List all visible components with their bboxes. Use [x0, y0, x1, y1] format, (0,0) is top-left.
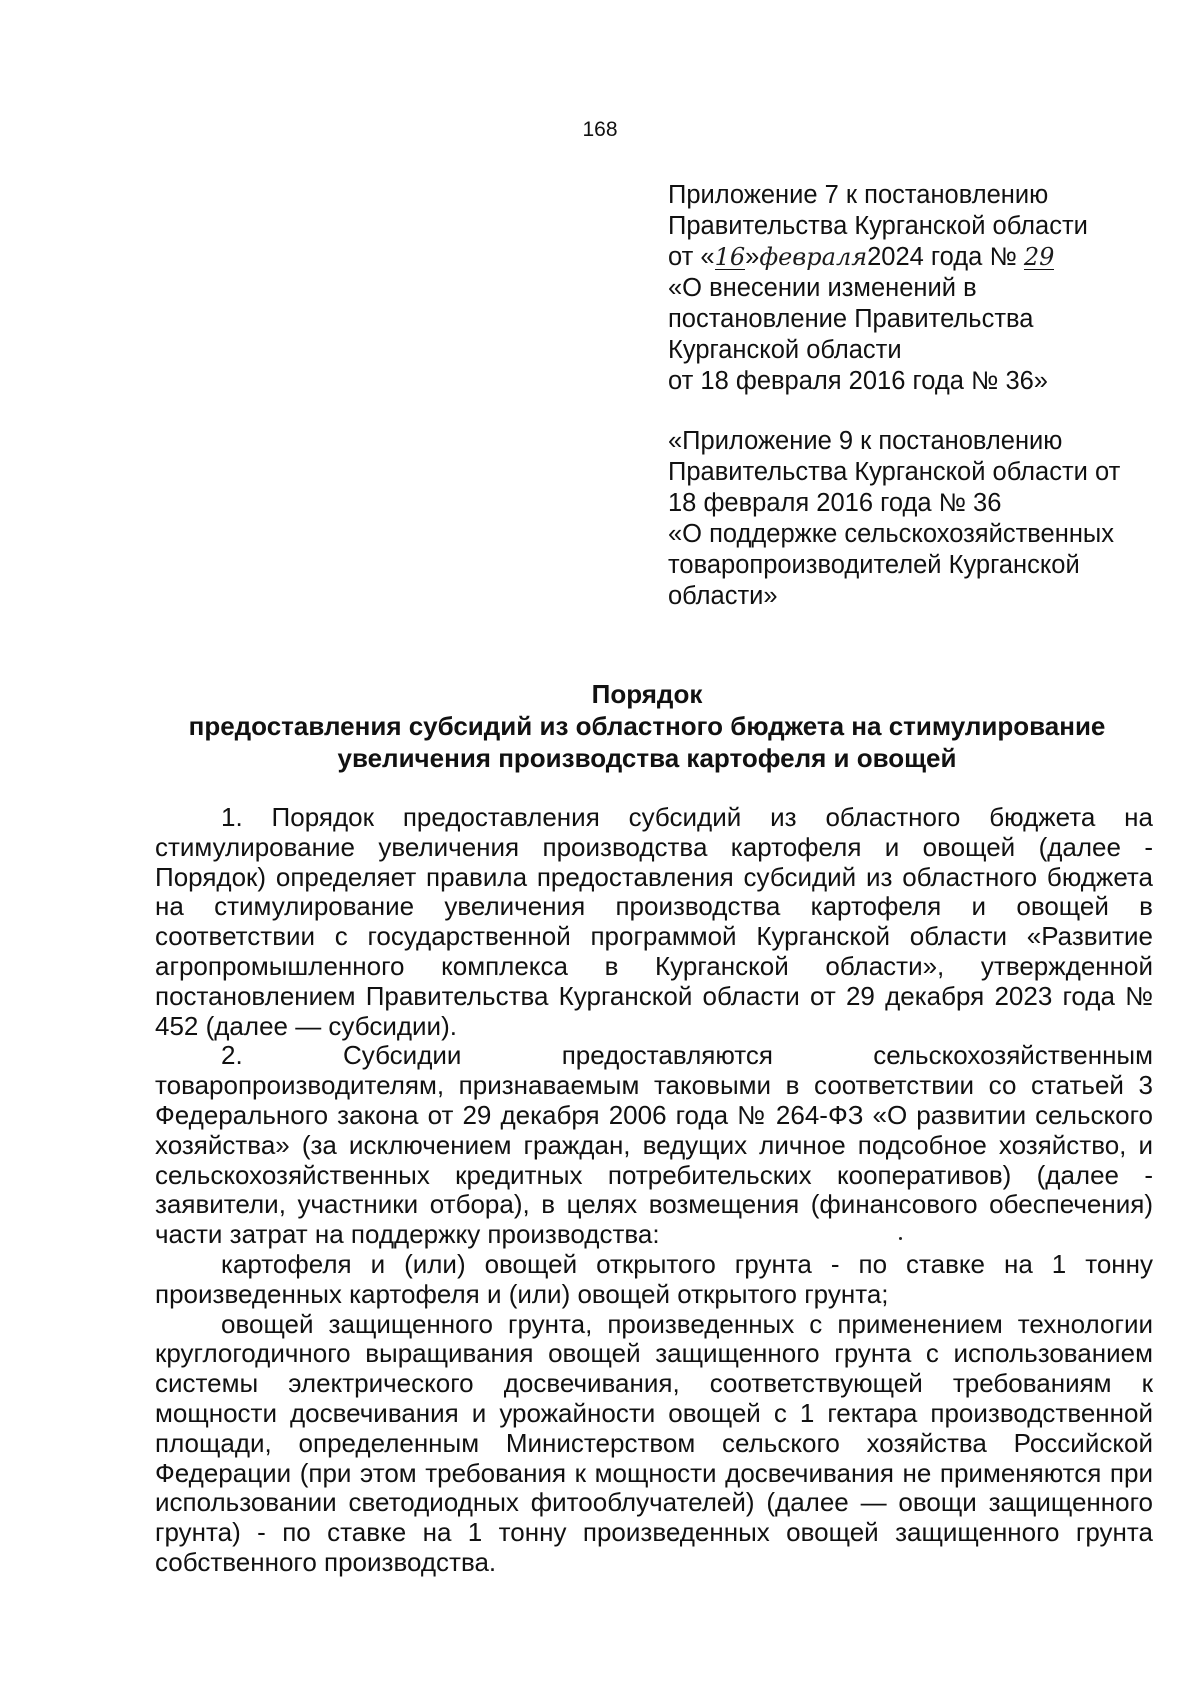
paragraph-3: картофеля и (или) овощей открытого грунта - по ставке на 1 тонну произведенных картофеля и (или) овощей открытого грунта;	[155, 1248, 1153, 1309]
annex-header-mid-2: 2024 года №	[867, 243, 1024, 271]
annex-header-mid-1: »	[745, 243, 760, 271]
handwritten-day: 16	[714, 243, 746, 271]
stray-dot	[899, 1237, 902, 1240]
annex-header-suffix: «О внесении изменений в постановление Правительства Курганской области от 18 февраля 2016 года № 36»	[668, 274, 1048, 395]
paragraph-1: 1. Порядок предоставления субсидий из областного бюджета на стимулирование увеличения производства картофеля и овощей (далее - Порядок) определяет правила предоставления субсидий из областного бюджета на стимулирование увеличения производства картофеля и овощей в соответствии с государственной программой Курганской области «Развитие агропромышленного комплекса в Курганской области», утвержденной постановлением Правительства Курганской области от 29 декабря 2023 года № 452 (далее — субсидии).	[155, 802, 1153, 1041]
annex-quote: «Приложение 9 к постановлению Правительства Курганской области от 18 февраля 2016 года № 36 «О поддержке сельскохозяйственных товаропроизводителей Курганской области»	[668, 427, 1121, 610]
handwritten-decree-number: 29	[1023, 243, 1055, 271]
paragraph-2: 2. Субсидии предоставляются сельскохозяйственным товаропроизводителям, признаваемым таковыми в соответствии со статьей 3 Федерального закона от 29 декабря 2006 года № 264-ФЗ «О развитии сельского хозяйства» (за исключением граждан, ведущих личное подсобное хозяйство, и сельскохозяйственных кредитных потребительских кооперативов) (далее - заявители, участники отбора), в целях возмещения (финансового обеспечения) части затрат на поддержку производства:	[155, 1040, 1153, 1250]
handwritten-month: февраля	[759, 243, 868, 271]
page-number: 168	[582, 118, 618, 141]
paragraph-4: овощей защищенного грунта, произведенных с применением технологии круглогодичного выращивания овощей защищенного грунта с использованием системы электрического досвечивания, соответствующей требованиям к мощности досвечивания и урожайности овощей с 1 гектара производственной площади, определенным Министерством сельского хозяйства Российской Федерации (при этом требования к мощности досвечивания не применяются при использовании светодиодных фитооблучателей) (далее — овощи защищенного грунта) - по ставке на 1 тонну произведенных овощей защищенного грунта собственного производства.	[155, 1308, 1153, 1577]
document-body	[155, 803, 1153, 1578]
title-line-2: предоставления субсидий из областного бюджета на стимулирование	[188, 711, 1106, 741]
title-line-3: увеличения производства картофеля и овощей	[337, 743, 957, 773]
document-title	[140, 678, 1154, 774]
title-line-1: Порядок	[591, 679, 703, 709]
annex-header	[668, 180, 1138, 397]
annex-header-prefix: Приложение 7 к постановлению Правительства Курганской области от «	[668, 181, 1088, 271]
